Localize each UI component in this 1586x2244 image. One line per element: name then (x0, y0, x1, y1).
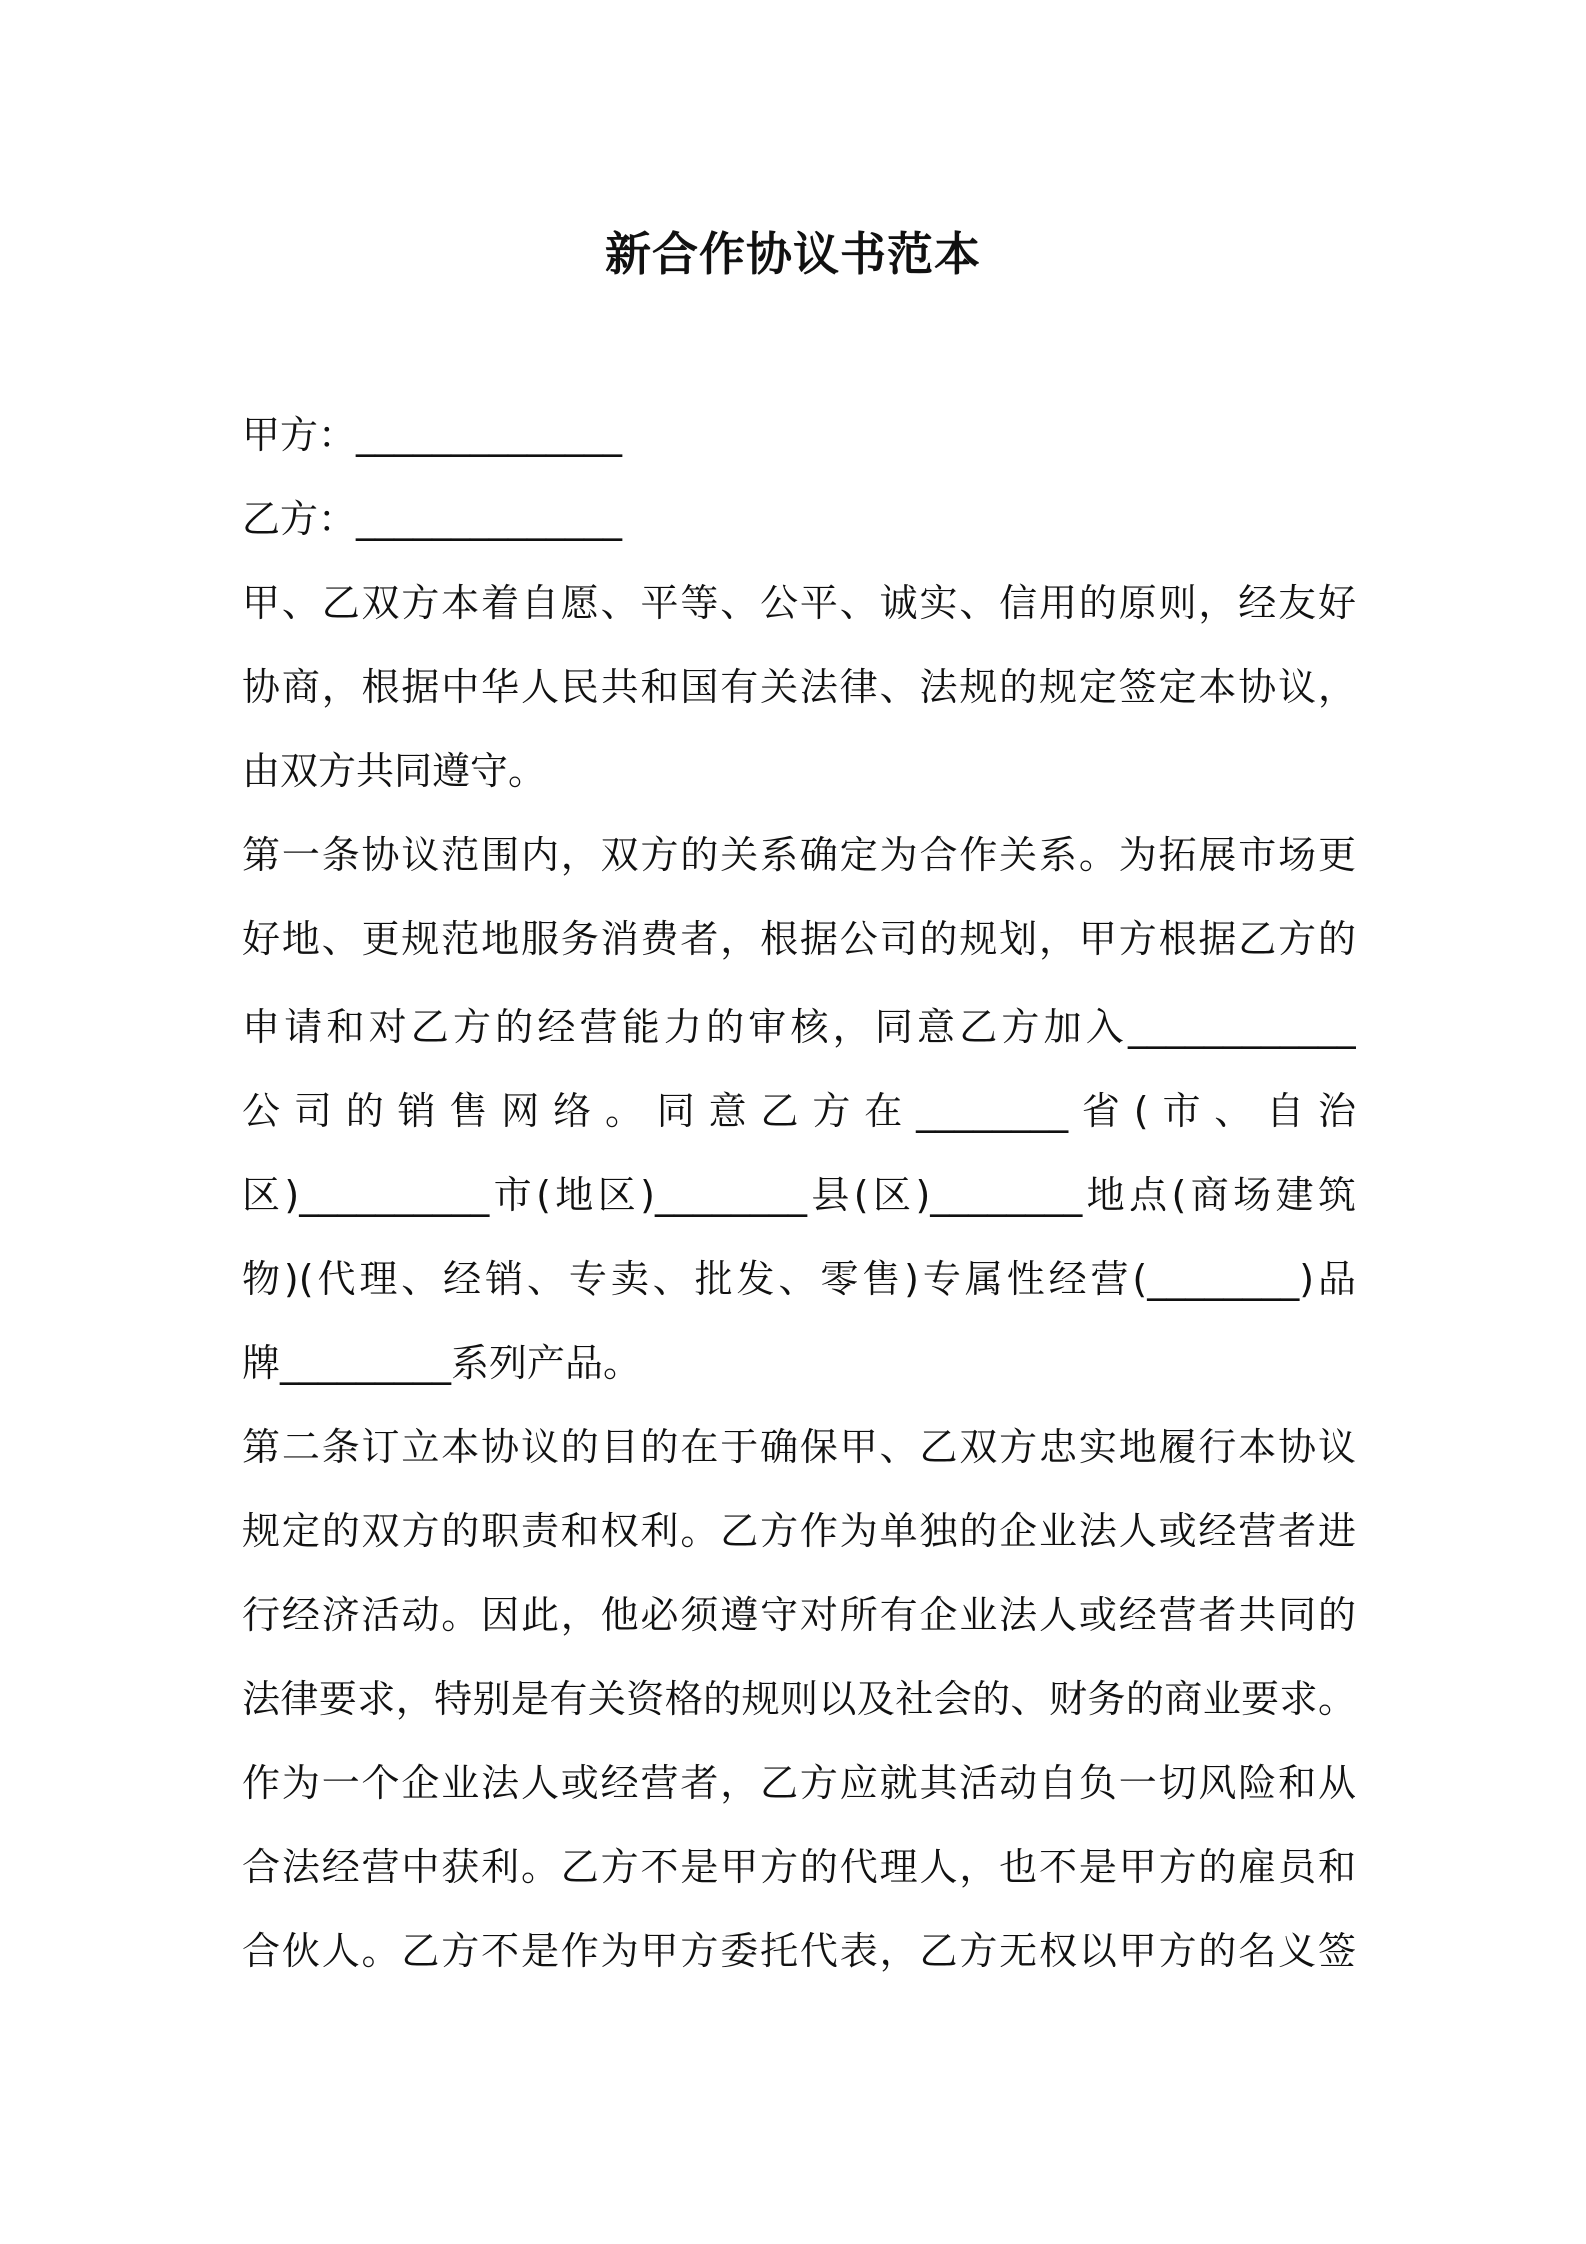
paragraph-line: 法律要求，特别是有关资格的规则以及社会的、财务的商业要求。 (242, 1677, 1356, 1721)
document-title: 新合作协议书范本 (605, 227, 981, 281)
paragraph-line: 区)__________市(地区)________县(区)________地点(商场建筑 (242, 1173, 1356, 1217)
paragraph-line: 合伙人。乙方不是作为甲方委托代表，乙方无权以甲方的名义签 (242, 1929, 1356, 1973)
paragraph-line: 好地、更规范地服务消费者，根据公司的规划，甲方根据乙方的 (242, 917, 1356, 961)
paragraph-line: 公司的销售网络。同意乙方在________省(市、自治 (242, 1089, 1356, 1133)
paragraph-line: 协商，根据中华人民共和国有关法律、法规的规定签定本协议， (242, 665, 1356, 709)
paragraph-line: 牌_________系列产品。 (242, 1341, 642, 1385)
paragraph-line: 第二条订立本协议的目的在于确保甲、乙双方忠实地履行本协议 (242, 1425, 1356, 1469)
paragraph-line: 申请和对乙方的经营能力的审核，同意乙方加入____________ (242, 1005, 1356, 1049)
paragraph-line: 规定的双方的职责和权利。乙方作为单独的企业法人或经营者进 (242, 1509, 1356, 1553)
paragraph-line: 甲、乙双方本着自愿、平等、公平、诚实、信用的原则，经友好 (242, 581, 1356, 625)
paragraph-line: 物)(代理、经销、专卖、批发、零售)专属性经营(________)品 (242, 1257, 1356, 1301)
paragraph-line: 第一条协议范围内，双方的关系确定为合作关系。为拓展市场更 (242, 833, 1356, 877)
party-a-line: 甲方：______________ (242, 413, 623, 457)
paragraph-line: 由双方共同遵守。 (242, 749, 547, 793)
party-b-line: 乙方：______________ (242, 497, 623, 541)
paragraph-line: 行经济活动。因此，他必须遵守对所有企业法人或经营者共同的 (242, 1593, 1356, 1637)
paragraph-line: 作为一个企业法人或经营者，乙方应就其活动自负一切风险和从 (242, 1761, 1356, 1805)
paragraph-line: 合法经营中获利。乙方不是甲方的代理人，也不是甲方的雇员和 (242, 1845, 1356, 1889)
